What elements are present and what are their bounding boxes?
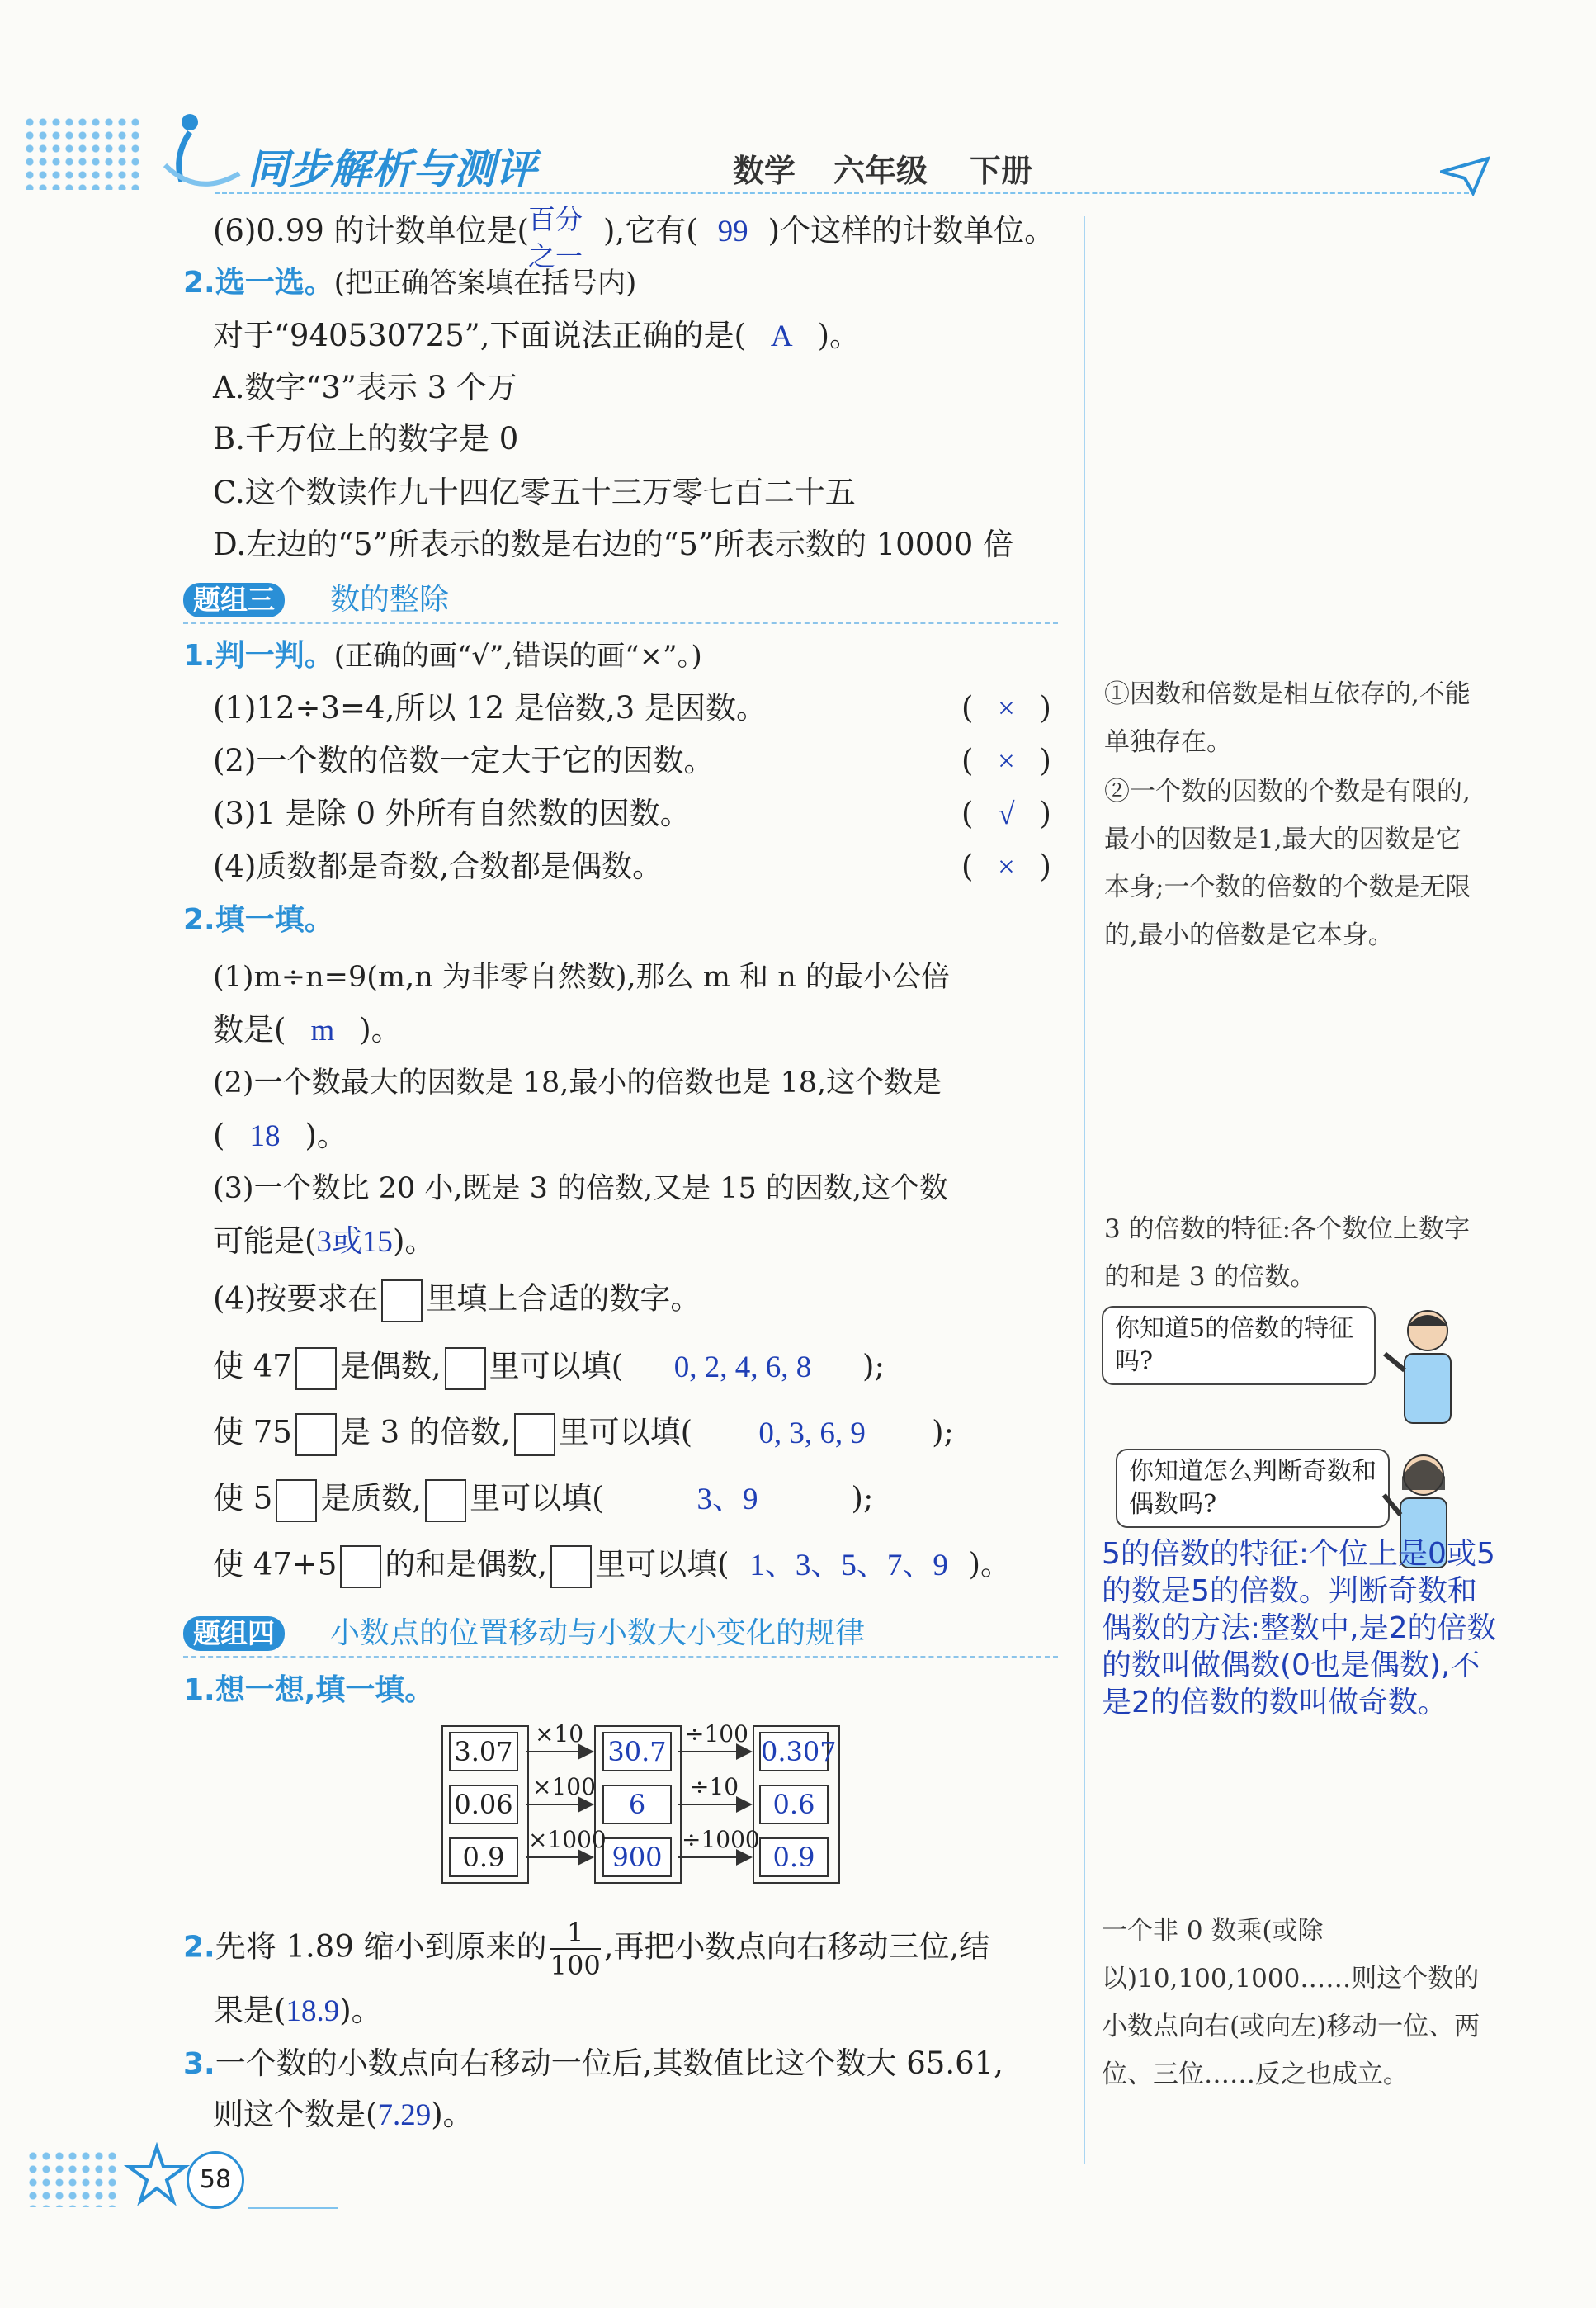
side-answer-note: 5的倍数的特征:个位上是0或5的数是5的倍数。判断奇数和偶数的方法:整数中,是2的倍数的数叫做偶数(0也是偶数),不是2的倍数的数叫做奇数。 <box>1102 1537 1497 1719</box>
judge-bracket-4: ( × ) <box>961 849 1051 884</box>
move-question-line2: 则这个数是(7.29)。 <box>213 2097 474 2132</box>
diagram-operator: ÷10 <box>690 1773 739 1800</box>
side-note-multiple-of-3: 3 的倍数的特征:各个数位上数字的和是 3 的倍数。 <box>1104 1214 1471 1292</box>
fill-4-row4: 使 47+5 的和是偶数, 里可以填( 1、3、5、7、9 )。 <box>213 1545 1011 1588</box>
q6-answer1-top: 百分 <box>528 206 583 235</box>
diagram-operator: ×100 <box>532 1773 596 1800</box>
option-c: C.这个数读作九十四亿零五十三万零七百二十五 <box>213 475 856 510</box>
speech-bubble-odd-even: 你知道怎么判断奇数和偶数吗? <box>1116 1449 1390 1528</box>
q6-line: (6)0.99 的计数单位是( ),它有( 99 )个这样的计数单位。 <box>213 213 1055 248</box>
diagram-cell-answer: 900 <box>602 1837 672 1877</box>
judge-bracket-3: ( √ ) <box>961 796 1051 831</box>
group4-badge: 题组四 <box>183 1616 285 1651</box>
header-volume: 下册 <box>970 153 1033 189</box>
header-grade: 六年级 <box>833 153 928 189</box>
judge-item-2: (2)一个数的倍数一定大于它的因数。 <box>213 743 715 778</box>
option-d: D.左边的“5”所表示的数是右边的“5”所表示数的 10000 倍 <box>213 527 1014 562</box>
fill-1-line2: 数是( m )。 <box>213 1012 402 1048</box>
fill-3-line1: (3)一个数比 20 小,既是 3 的倍数,又是 15 的因数,这个数 <box>213 1172 949 1205</box>
group4-title: 小数点的位置移动与小数大小变化的规律 <box>330 1616 866 1650</box>
fill-4-line1: (4)按要求在 里填上合适的数字。 <box>213 1279 701 1322</box>
diagram-cell-start: 3.07 <box>449 1732 518 1771</box>
header-subject: 数学 <box>733 153 796 189</box>
page-number: 58 <box>199 2165 232 2194</box>
diagram-operator: ×1000 <box>528 1826 607 1853</box>
shrink-question-line2: 果是(18.9)。 <box>213 1993 382 2028</box>
judge-heading: 1.判一判。(正确的画“√”,错误的画“×”。) <box>183 639 702 673</box>
fill-3-line2: 可能是(3或15)。 <box>213 1223 436 1259</box>
footer-line <box>248 2207 338 2209</box>
judge-item-3: (3)1 是除 0 外所有自然数的因数。 <box>213 796 691 831</box>
fill-2-line2: ( 18 )。 <box>213 1118 347 1153</box>
diagram-operator: ×10 <box>535 1720 584 1748</box>
group3-title: 数的整除 <box>330 583 450 617</box>
diagram-operator: ÷100 <box>685 1720 748 1748</box>
shrink-question-line1: 2.先将 1.89 缩小到原来的 $\frac{1}{100}$ ,再把小数点向右移动三位,结 <box>183 1917 990 1981</box>
diagram-cell-answer: 0.6 <box>759 1785 829 1824</box>
option-a: A.数字“3”表示 3 个万 <box>213 370 517 405</box>
option-b: B.千万位上的数字是 0 <box>213 421 519 456</box>
judge-bracket-1: ( × ) <box>961 690 1051 726</box>
fill-4-row1: 使 47 是偶数, 里可以填( 0, 2, 4, 6, 8 ); <box>213 1347 885 1390</box>
side-note-factors: ①因数和倍数是相互依存的,不能单独存在。 <box>1104 679 1471 757</box>
boy-figure-icon <box>1378 1304 1477 1428</box>
page-number-badge <box>187 2151 244 2209</box>
footer-dots <box>26 2150 117 2207</box>
fill-heading: 2.填一填。 <box>183 903 334 937</box>
fill-4-row2: 使 75 是 3 的倍数, 里可以填( 0, 3, 6, 9 ); <box>213 1413 954 1456</box>
q6-answer1-bottom: 之一 <box>528 243 583 272</box>
move-question-line1: 3.一个数的小数点向右移动一位后,其数值比这个数大 65.61, <box>183 2046 1003 2081</box>
speech-bubble-5: 你知道5的倍数的特征吗? <box>1102 1306 1376 1385</box>
group3-badge: 题组三 <box>183 583 285 617</box>
diagram-cell-start: 0.9 <box>449 1837 518 1877</box>
header-brand: 同步解析与测评 <box>248 145 536 193</box>
judge-item-4: (4)质数都是奇数,合数都是偶数。 <box>213 849 663 884</box>
select-heading: 2.选一选。(把正确答案填在括号内) <box>183 266 637 300</box>
side-note-count: ②一个数的因数的个数是有限的,最小的因数是1,最大的因数是它本身;一个数的倍数的个数是无限的,最小的倍数是它本身。 <box>1104 777 1471 950</box>
judge-item-1: (1)12÷3=4,所以 12 是倍数,3 是因数。 <box>213 690 767 726</box>
judge-bracket-2: ( × ) <box>961 743 1051 778</box>
diagram-cell-answer: 30.7 <box>602 1732 672 1771</box>
diagram-cell-answer: 6 <box>602 1785 672 1824</box>
select-stem: 对于“940530725”,下面说法正确的是( A )。 <box>213 318 861 353</box>
fill-2-line1: (2)一个数最大的因数是 18,最小的倍数也是 18,这个数是 <box>213 1067 942 1100</box>
think-heading: 1.想一想,填一填。 <box>183 1673 435 1707</box>
diagram-operator: ÷1000 <box>682 1826 760 1853</box>
diagram-cell-answer: 0.9 <box>759 1837 829 1877</box>
diagram-cell-answer: 0.307 <box>759 1732 829 1771</box>
side-note-decimal: 一个非 0 数乘(或除以)10,100,1000……则这个数的小数点向右(或向左)移动一位、两位、三位……反之也成立。 <box>1102 1916 1480 2089</box>
fill-4-row3: 使 5 是质数, 里可以填( 3、9 ); <box>213 1479 873 1522</box>
star-figure-icon <box>124 2142 190 2208</box>
diagram-cell-start: 0.06 <box>449 1785 518 1824</box>
fill-1-line1: (1)m÷n=9(m,n 为非零自然数),那么 m 和 n 的最小公倍 <box>213 961 950 994</box>
